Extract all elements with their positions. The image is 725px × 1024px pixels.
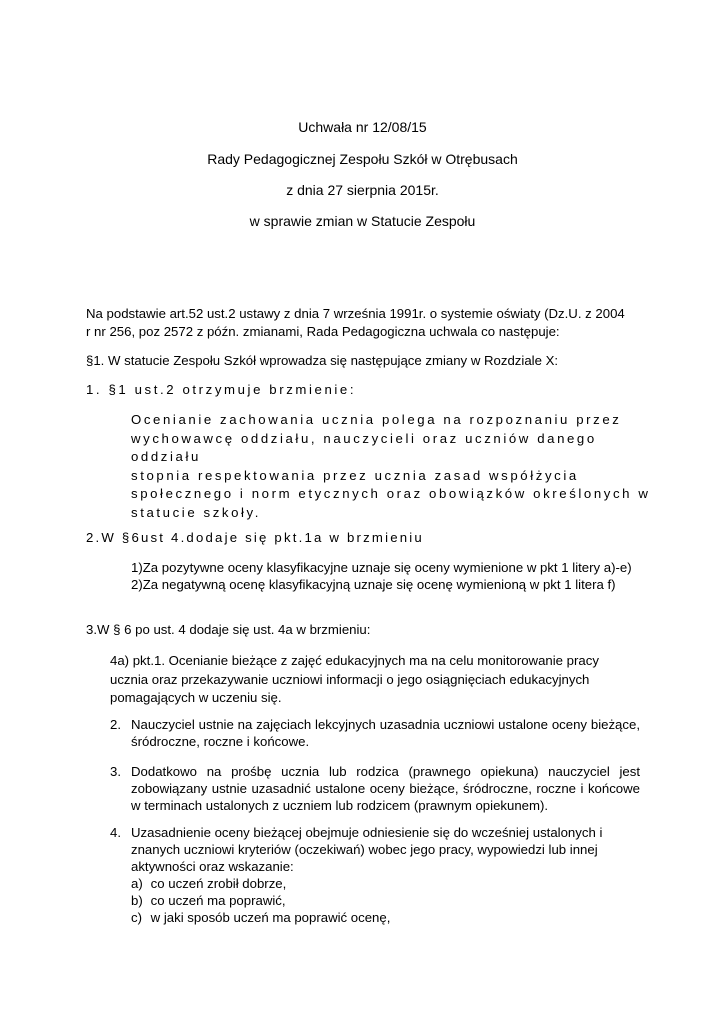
resolution-subject: w sprawie zmian w Statucie Zespołu xyxy=(249,213,476,229)
section-2-item: 2)Za negatywną ocenę klasyfikacyjną uznaje się ocenę wymienioną w pkt 1 litera f) xyxy=(131,576,616,592)
list-item-text: Nauczyciel ustnie na zajęciach lekcyjnych uzasadnia uczniowi ustalone oceny bieżące, śródroczne, roczne i końcowe. xyxy=(131,717,640,749)
sub-item-letter: a) xyxy=(131,876,143,891)
sub-item-text: co uczeń ma poprawić, xyxy=(150,893,286,908)
list-item-number: 3. xyxy=(110,764,121,779)
section-3-heading: 3.W § 6 po ust. 4 dodaje się ust. 4a w brzmieniu: xyxy=(86,622,371,637)
paragraph-1: §1. W statucie Zespołu Szkół wprowadza się następujące zmiany w Rozdziale X: xyxy=(86,353,559,368)
point-4a-line: ucznia oraz przekazywanie uczniowi informacji o jego osiągnięciach edukacyjnych xyxy=(110,671,590,687)
sub-item-text: w jaki sposób uczeń ma poprawić ocenę, xyxy=(150,910,391,925)
list-item-number: 4. xyxy=(110,825,121,840)
sub-item xyxy=(131,892,640,909)
quote-line: społecznego i norm etycznych oraz obowiązków określonych w xyxy=(131,486,651,501)
sub-item xyxy=(131,875,640,892)
quote-line: wychowawcę oddziału, nauczycieli oraz uczniów danego oddziału xyxy=(131,430,597,464)
list-item xyxy=(110,716,640,756)
quote-line: statucie szkoły. xyxy=(131,504,262,520)
list-item-text: Dodatkowo na prośbę ucznia lub rodzica (prawnego opiekuna) nauczyciel jest zobowiązany ustnie uzasadnić ustalone oceny bieżące, śródroczne, roczne i końcowe w terminach ustalonych z uczniem lub rodzicem (prawnym opiekunem). xyxy=(131,764,640,813)
list-item-text: Uzasadnienie oceny bieżącej obejmuje odniesienie się do wcześniej ustalonych i znanych uczniowi kryteriów (oczekiwań) wobec jego pracy, wypowiedzi lub innej aktywności oraz wskazanie: xyxy=(131,825,603,874)
section-2-items xyxy=(131,560,632,593)
quote-line: stopnia respektowania przez ucznia zasad współżycia xyxy=(131,467,579,483)
sub-item xyxy=(131,909,640,926)
sub-item-letter: b) xyxy=(131,893,143,908)
legal-basis-line: r nr 256, poz 2572 z późn. zmianami, Rada Pedagogiczna uchwala co następuje: xyxy=(86,324,560,339)
legal-basis-paragraph xyxy=(86,305,646,341)
section-1-quote xyxy=(131,411,651,522)
legal-basis-line: Na podstawie art.52 ust.2 ustawy z dnia 7 września 1991r. o systemie oświaty (Dz.U. z 2004 xyxy=(86,306,625,321)
section-1-heading: 1. §1 ust.2 otrzymuje brzmienie: xyxy=(86,382,357,397)
list-item xyxy=(110,824,640,934)
section-2-heading: 2.W §6ust 4.dodaje się pkt.1a w brzmieniu xyxy=(86,530,424,545)
list-item-number: 2. xyxy=(110,717,121,732)
resolution-date: z dnia 27 sierpnia 2015r. xyxy=(286,182,439,198)
point-4a-line: pomagających w uczeniu się. xyxy=(110,690,282,705)
section-3-point-4a xyxy=(110,652,599,708)
quote-line: Ocenianie zachowania ucznia polega na rozpoznaniu przez xyxy=(131,412,622,427)
list-item xyxy=(110,763,640,823)
sub-item-letter: c) xyxy=(131,910,142,925)
sub-item-text: co uczeń zrobił dobrze, xyxy=(150,876,287,891)
resolution-number: Uchwała nr 12/08/15 xyxy=(298,119,427,135)
resolution-issuer: Rady Pedagogicznej Zespołu Szkół w Otrębusach xyxy=(207,151,518,167)
list-item-body xyxy=(131,824,640,926)
point-4a-line: 4a) pkt.1. Ocenianie bieżące z zajęć edukacyjnych ma na celu monitorowanie pracy xyxy=(110,653,599,668)
section-2-item: 1)Za pozytywne oceny klasyfikacyjne uznaje się oceny wymienione w pkt 1 litery a)-e) xyxy=(131,560,632,575)
